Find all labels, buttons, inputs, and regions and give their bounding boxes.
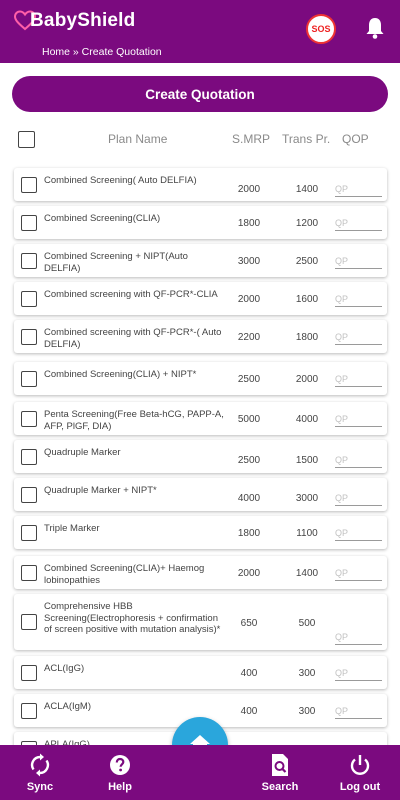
qop-input[interactable] <box>335 453 382 468</box>
nav-logout[interactable] <box>328 745 392 800</box>
plan-row[interactable] <box>14 440 387 473</box>
plan-checkbox[interactable] <box>21 329 37 345</box>
plan-mrp: 2500 <box>237 374 261 385</box>
plan-row[interactable] <box>14 402 387 435</box>
header-plan-name: Plan Name <box>108 132 168 146</box>
plan-checkbox[interactable] <box>21 614 37 630</box>
plan-checkbox[interactable] <box>21 215 37 231</box>
qop-input[interactable] <box>335 630 382 645</box>
bell-icon[interactable] <box>364 16 386 40</box>
breadcrumb[interactable]: Home » Create Quotation <box>42 46 162 58</box>
sync-icon <box>29 753 51 777</box>
plan-name: Combined Screening + NIPT(Auto DELFIA) <box>44 251 188 274</box>
header-s-mrp: S.MRP <box>232 132 271 146</box>
plan-checkbox[interactable] <box>21 253 37 269</box>
plan-mrp: 400 <box>240 706 258 717</box>
header-qop: QOP <box>342 132 369 146</box>
qop-input[interactable] <box>335 292 382 307</box>
table-header <box>0 130 400 150</box>
plan-mrp: 5000 <box>237 414 261 425</box>
qop-input[interactable] <box>335 526 382 541</box>
plan-mrp: 2000 <box>237 568 261 579</box>
plan-trans-price: 1100 <box>296 528 318 539</box>
plan-name: ACLA(IgM) <box>44 701 91 712</box>
plan-checkbox[interactable] <box>21 371 37 387</box>
plan-checkbox[interactable] <box>21 703 37 719</box>
plan-mrp: 2500 <box>237 455 261 466</box>
plan-trans-price: 1800 <box>295 332 319 343</box>
plan-checkbox[interactable] <box>21 525 37 541</box>
plan-name: Comprehensive HBB Screening(Electrophoresis + confirmation of screen positive with mutation analysis)* <box>44 601 221 635</box>
plan-row[interactable] <box>14 362 387 395</box>
nav-search-label: Search <box>261 781 299 793</box>
plan-name: Combined Screening(CLIA) <box>44 213 161 224</box>
qop-input[interactable] <box>335 491 382 506</box>
top-app-bar <box>0 0 400 63</box>
plan-mrp: 1800 <box>237 528 261 539</box>
plan-mrp: 400 <box>240 668 258 679</box>
plan-checkbox[interactable] <box>21 565 37 581</box>
plan-row[interactable] <box>14 168 387 201</box>
nav-logout-label: Log out <box>339 781 381 793</box>
plan-row[interactable] <box>14 282 387 315</box>
plan-checkbox[interactable] <box>21 411 37 427</box>
plan-mrp: 2200 <box>237 332 261 343</box>
plan-trans-price: 3000 <box>295 493 319 504</box>
plan-mrp: 4000 <box>237 493 261 504</box>
plan-checkbox[interactable] <box>21 665 37 681</box>
plan-name: Combined Screening(CLIA) + NIPT* <box>44 369 197 380</box>
nav-help[interactable] <box>88 745 152 800</box>
bottom-nav-bar <box>0 745 400 800</box>
plan-name: Combined screening with QF-PCR*-CLIA <box>44 289 218 300</box>
qop-input[interactable] <box>335 254 382 269</box>
help-icon <box>109 753 131 777</box>
plan-row[interactable] <box>14 206 387 239</box>
plan-checkbox[interactable] <box>21 487 37 503</box>
qop-input[interactable] <box>335 412 382 427</box>
plan-name: Combined Screening(CLIA)+ Haemog lobinopathies <box>44 563 205 586</box>
plan-name: Combined Screening( Auto DELFIA) <box>44 175 197 186</box>
qop-input[interactable] <box>335 566 382 581</box>
qop-input[interactable] <box>335 330 382 345</box>
create-quotation-button[interactable]: Create Quotation <box>12 76 388 112</box>
qop-input[interactable] <box>335 372 382 387</box>
qop-input[interactable] <box>335 182 382 197</box>
plan-trans-price: 4000 <box>295 414 319 425</box>
plan-name: Quadruple Marker <box>44 447 121 458</box>
qop-input[interactable] <box>335 666 382 681</box>
nav-sync-label: Sync <box>26 781 54 793</box>
plan-checkbox[interactable] <box>21 177 37 193</box>
nav-help-label: Help <box>108 781 132 793</box>
plan-mrp: 3000 <box>237 256 261 267</box>
plan-trans-price: 300 <box>298 668 316 679</box>
plan-trans-price: 1400 <box>295 184 319 195</box>
power-icon <box>349 753 371 777</box>
plan-mrp: 2000 <box>237 184 261 195</box>
plan-trans-price: 1200 <box>295 218 319 229</box>
plan-trans-price: 2500 <box>295 256 319 267</box>
qop-input[interactable] <box>335 704 382 719</box>
plan-name: Triple Marker <box>44 523 100 534</box>
plan-row[interactable] <box>14 478 387 511</box>
plan-trans-price: 300 <box>298 706 316 717</box>
plan-name: Quadruple Marker + NIPT* <box>44 485 157 496</box>
nav-sync[interactable] <box>8 745 72 800</box>
plan-row[interactable] <box>14 516 387 549</box>
plan-trans-price: 1400 <box>295 568 319 579</box>
plan-checkbox[interactable] <box>21 291 37 307</box>
nav-search[interactable] <box>248 745 312 800</box>
plan-trans-price: 1500 <box>295 455 319 466</box>
plan-mrp: 1800 <box>237 218 261 229</box>
plan-row[interactable] <box>14 244 387 277</box>
plan-row[interactable] <box>14 320 387 353</box>
plan-row[interactable] <box>14 594 387 650</box>
plan-list[interactable] <box>0 162 400 745</box>
plan-trans-price: 500 <box>298 618 316 629</box>
search-icon <box>269 753 291 777</box>
plan-name: ACL(IgG) <box>44 663 85 674</box>
plan-trans-price: 2000 <box>295 374 319 385</box>
plan-row[interactable] <box>14 556 387 589</box>
plan-checkbox[interactable] <box>21 449 37 465</box>
plan-name: Combined screening with QF-PCR*-( Auto DELFIA) <box>44 327 222 350</box>
plan-row[interactable] <box>14 656 387 689</box>
sos-button[interactable]: SOS <box>306 14 336 44</box>
plan-trans-price: 1600 <box>295 294 319 305</box>
qop-input[interactable] <box>335 216 382 231</box>
plan-name: Penta Screening(Free Beta-hCG, PAPP-A, AFP, PlGF, DIA) <box>44 409 224 432</box>
header-trans-pr: Trans Pr. <box>282 132 331 146</box>
select-all-checkbox[interactable] <box>18 131 35 148</box>
plan-mrp: 650 <box>240 618 258 629</box>
app-logo-text: BabyShield <box>30 10 136 31</box>
plan-mrp: 2000 <box>237 294 261 305</box>
